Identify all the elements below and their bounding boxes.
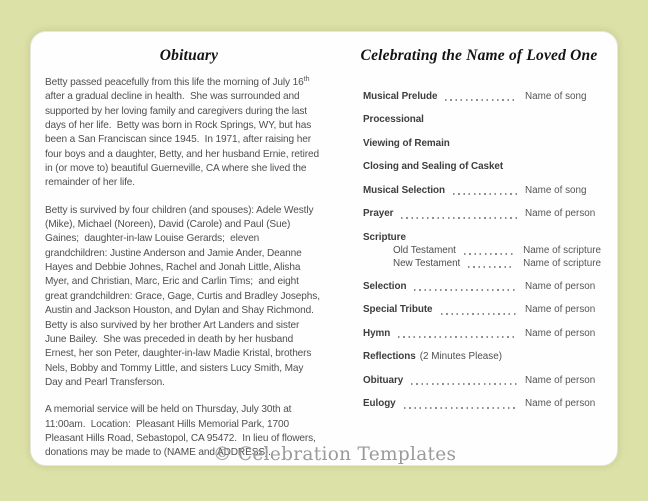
dotted-leader [441, 313, 518, 315]
dotted-leader [401, 217, 517, 219]
obituary-paragraph-3: A memorial service will be held on Thursday, July 30th at 11:00am. Location: Pleasant Hills Memorial Park, 1700 Pleasant Hills Road, Sebastopol, CA 95472. In lieu of flowers, donations may be made to (NAME and ADDRESS). [45, 404, 319, 459]
service-subitem-new-testament [393, 258, 601, 269]
service-item-value: Name of person [525, 327, 596, 339]
service-subitem-label: New Testament [393, 257, 461, 269]
service-item-special-tribute [363, 304, 601, 315]
service-item-label: Musical Prelude [363, 91, 438, 102]
dotted-leader [464, 253, 515, 255]
dotted-leader [411, 383, 517, 385]
service-subitem-label: Old Testament [393, 244, 456, 256]
order-of-service-page [355, 46, 603, 465]
obituary-page [45, 46, 333, 465]
service-item-label: Closing and Sealing of Casket [363, 161, 504, 173]
dotted-leader [404, 407, 517, 409]
dotted-leader [398, 336, 517, 338]
service-item-musical-selection [363, 185, 601, 196]
service-item-label: Reflections [363, 351, 416, 363]
service-item-label: Selection [363, 280, 407, 292]
service-item-obituary [363, 375, 601, 386]
service-item-value: Name of person [525, 208, 596, 220]
service-item-label: Musical Selection [363, 184, 446, 196]
obituary-paragraph-1-rest: after a gradual decline in health. She was surrounded and supported by her loving family and caregivers during the last days of her life. Betty was born in Rock Springs, WY, but has been a San Franciscan since 1945. In 1971, after raising her four boys and a daughter, Betty, and her husband Ernie, retired in (or move to) beautiful Guerneville, CA where she lived the remainder of her life. [45, 77, 322, 189]
service-item-prayer [363, 208, 601, 219]
service-item-note: (2 Minutes Please) [419, 351, 503, 363]
service-item-musical-prelude [363, 91, 601, 102]
service-item-value: Name of person [525, 374, 596, 386]
service-subitem-value: Name of scripture [523, 257, 601, 269]
obituary-paragraph-1-text: Betty passed peacefully from this life the morning of July 16 [45, 77, 304, 88]
service-item-label: Prayer [363, 208, 394, 220]
service-item-label: Obituary [363, 374, 404, 386]
dotted-leader [468, 266, 515, 268]
service-item-hymn [363, 328, 601, 339]
service-item-label: Eulogy [363, 398, 396, 410]
service-item-value: Name of person [525, 304, 596, 316]
order-of-service-list [355, 91, 603, 410]
service-item-selection [363, 281, 601, 292]
obituary-paragraph-2: Betty is survived by four children (and spouses): Adele Westly (Mike), Michael (Noreen), David (Carole) and Paul (Sue) Gaines; daughter-in-law Louise Gerards; eleven grandchildren: Justine Anderson and Jamie Ander, Deanne Hayes and Debbie Johnes, Rachel and Jonah Little, Alisha Myer, and Christian, Marc, Eric and Carlin Tims; and eight great grandchildren: Grace, Gage, Curtis and Bradley Josephs, Austin and Jackson Houston, and Dylan and Shay Richmond. Betty is also survived by her brother Art Landers and sister June Bailey. She was preceded in death by her husband Ernest, her son Peter, daughter-in-law Madie Kristal, brothers Nels, Bobby and Tommy Little, and sisters Lucy Smith, May Day and Pearl Transferson. [45, 204, 323, 388]
service-item-value: Name of person [525, 280, 596, 292]
service-item-label: Processional [363, 114, 424, 126]
dotted-leader [445, 99, 517, 101]
service-item-value: Name of song [525, 184, 587, 196]
service-subitem-old-testament [393, 245, 601, 256]
obituary-title: Obituary [159, 47, 219, 64]
dotted-leader [453, 193, 517, 195]
service-item-value: Name of song [525, 91, 587, 102]
obituary-paragraph-1 [45, 73, 323, 191]
service-item-scripture [363, 232, 601, 243]
service-item-label: Special Tribute [363, 304, 433, 316]
service-item-eulogy [363, 398, 601, 409]
dotted-leader [414, 289, 517, 291]
service-item-reflections [363, 351, 601, 362]
service-item-label: Viewing of Remain [363, 137, 450, 149]
service-subitem-value: Name of scripture [523, 244, 601, 256]
service-item-value: Name of person [525, 398, 596, 410]
funeral-program-card [30, 31, 618, 466]
service-title: Celebrating the Name of Loved One [360, 47, 598, 64]
service-item-processional [363, 114, 601, 125]
service-item-closing-of-casket [363, 161, 601, 172]
ordinal-suffix: th [303, 76, 310, 83]
service-item-viewing-of-remain [363, 138, 601, 149]
watermark: © Celebration Templates [213, 444, 457, 465]
service-item-label: Hymn [363, 327, 391, 339]
service-item-label: Scripture [363, 231, 406, 243]
